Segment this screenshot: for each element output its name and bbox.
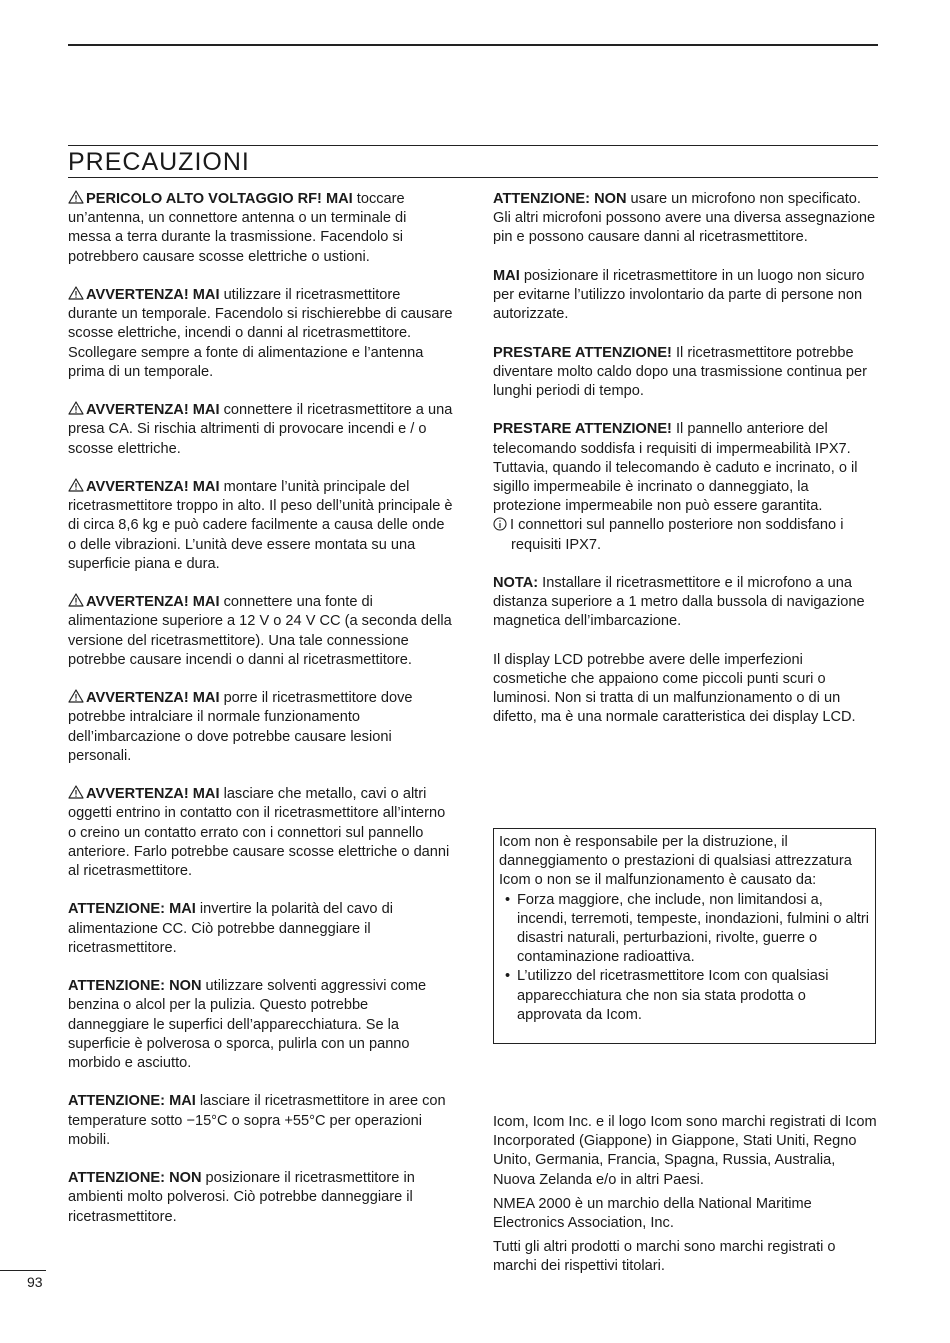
- paragraph-lead: AVVERTENZA! MAI: [86, 402, 220, 419]
- trademark-paragraph: NMEA 2000 è un marchio della National Maritime Electronics Association, Inc.: [493, 1195, 812, 1232]
- disclaimer-bullet: [499, 891, 870, 968]
- paragraph-text: lasciare che metallo, cavi o altri oggetti entrino in contatto con il ricetrasmettitore all’interno o creino un contatto errato con i connettori sul pannello anteriore. Farlo potrebbe causare scosse elettriche o danni al ricetrasmettitore.: [68, 786, 450, 880]
- bullet-icon: •: [505, 891, 511, 908]
- trademark-paragraph: Icom, Icom Inc. e il logo Icom sono marchi registrati di Icom Incorporated (Giappone) in Giappone, Stati Uniti, Regno Unito, Germania, Francia, Spagna, Russia, Australia, Nuova Zelanda e/o in altri Paesi.: [493, 1114, 877, 1188]
- paragraph-text: toccare un’antenna, un connettore antenna o un terminale di messa a terra durante la trasmissione. Facendolo si potrebbero causare scosse elettriche o ustioni.: [68, 191, 407, 265]
- left-column: [68, 190, 453, 1246]
- paragraph-text: connettere il ricetrasmettitore a una presa CA. Si rischia altrimenti di provocare incendi e / o scosse elettriche.: [68, 402, 453, 457]
- warning-icon: [68, 190, 84, 204]
- paragraph-text: usare un microfono non specificato. Gli altri microfoni possono avere una diversa assegnazione pin e possono causare danni al ricetrasmettitore.: [493, 191, 876, 246]
- right-column-paragraph: [493, 267, 878, 325]
- warning-icon: [68, 401, 84, 415]
- paragraph-text: Il ricetrasmettitore potrebbe diventare molto caldo dopo una trasmissione continua per lunghi periodi di tempo.: [493, 344, 867, 399]
- left-column-paragraph: [68, 478, 453, 574]
- disclaimer-bullet-text: Forza maggiore, che include, non limitandosi a, incendi, terremoti, tempeste, inondazioni, fulmini o altri disastri naturali, perturbazioni, rivolte, guerre o contaminazione radioattiva.: [517, 891, 870, 966]
- left-column-paragraph: [68, 593, 453, 670]
- paragraph-lead: NOTA:: [493, 575, 539, 591]
- bullet-icon: •: [505, 968, 511, 985]
- paragraph-lead: AVVERTENZA! MAI: [86, 786, 220, 803]
- paragraph-lead: MAI: [493, 267, 520, 284]
- paragraph-lead: PERICOLO ALTO VOLTAGGIO RF! MAI: [86, 191, 353, 207]
- disclaimer-bullet: [499, 967, 870, 1025]
- paragraph-lead: ATTENZIONE: MAI: [68, 1093, 196, 1110]
- paragraph-lead: ATTENZIONE: NON: [493, 191, 627, 207]
- paragraph-text: montare l’unità principale del ricetrasmettitore troppo in alto. Il peso dell’unità principale è di circa 8,6 kg e può cadere facilmente a causa delle onde o delle vibrazioni. L’unità deve essere montata su una superficie piana e dura.: [68, 479, 453, 572]
- disclaimer-box: [493, 828, 876, 1044]
- paragraph-lead: AVVERTENZA! MAI: [86, 479, 220, 495]
- right-column-paragraph: [493, 651, 878, 728]
- left-column-paragraph: [68, 689, 453, 766]
- left-column-paragraph: [68, 977, 453, 1073]
- disclaimer-bullet-text: L’utilizzo del ricetrasmettitore Icom con qualsiasi apparecchiatura che non sia stata prodotta o approvata da Icom.: [517, 968, 829, 1023]
- paragraph-text: invertire la polarità del cavo di alimentazione CC. Ciò potrebbe danneggiare il ricetrasmettitore.: [68, 901, 393, 956]
- paragraph-text: posizionare il ricetrasmettitore in ambienti molto polverosi. Ciò potrebbe danneggiare il ricetrasmettitore.: [68, 1170, 415, 1225]
- left-column-paragraph: [68, 900, 453, 958]
- paragraph-text: utilizzare il ricetrasmettitore durante un temporale. Facendolo si rischierebbe di causare scosse elettriche, incendi o danni al ricetrasmettitore. Scollegare sempre a fonte di alimentazione e l’antenna prima di un temporale.: [68, 287, 453, 380]
- paragraph-lead: ATTENZIONE: NON: [68, 978, 202, 995]
- paragraph-lead: PRESTARE ATTENZIONE!: [493, 344, 672, 361]
- disclaimer-list: [499, 891, 870, 1025]
- paragraph-text: Installare il ricetrasmettitore e il microfono a una distanza superiore a 1 metro dalla bussola di navigazione magnetica dell’imbarcazione.: [493, 575, 865, 630]
- left-column-paragraph: [68, 401, 453, 459]
- left-column-paragraph: [68, 190, 453, 267]
- right-column: [493, 190, 878, 747]
- paragraph-text: lasciare il ricetrasmettitore in aree con temperature sotto −15°C o sopra +55°C per operazioni mobili.: [68, 1093, 446, 1148]
- page-number: 93: [27, 1274, 43, 1290]
- paragraph-text: porre il ricetrasmettitore dove potrebbe intralciare il normale funzionamento dell’imbarcazione o dove potrebbe causare lesioni personali.: [68, 690, 413, 764]
- left-column-paragraph: [68, 1092, 453, 1150]
- paragraph-lead: PRESTARE ATTENZIONE!: [493, 421, 672, 438]
- right-column-paragraph: [493, 574, 878, 632]
- warning-icon: [68, 593, 84, 607]
- warning-icon: [68, 478, 84, 492]
- warning-icon: [68, 785, 84, 799]
- warning-icon: [68, 689, 84, 703]
- trademarks-section: [493, 1113, 878, 1282]
- title-rule-bottom: [68, 177, 878, 178]
- left-column-paragraph: [68, 1169, 453, 1227]
- right-column-paragraph: [493, 420, 878, 516]
- paragraph-text: connettere una fonte di alimentazione superiore a 12 V o 24 V CC (a seconda della versione del ricetrasmettitore). Una tale connessione potrebbe causare incendi o danni al ricetrasmettitore.: [68, 594, 452, 668]
- paragraph-text: posizionare il ricetrasmettitore in un luogo non sicuro per evitarne l’utilizzo involontario da parte di persone non autorizzate.: [493, 267, 865, 323]
- left-column-paragraph: [68, 286, 453, 382]
- paragraph-lead: AVVERTENZA! MAI: [86, 594, 220, 611]
- warning-icon: [68, 286, 84, 300]
- paragraph-text: Il display LCD potrebbe avere delle imperfezioni cosmetiche che appaiono come piccoli punti scuri o luminosi. Non si tratta di un malfunzionamento o di un difetto, ma è una normale caratteristica dei display LCD.: [493, 651, 856, 726]
- paragraph-text: Il pannello anteriore del telecomando soddisfa i requisiti di impermeabilità IPX7. Tuttavia, quando il telecomando è caduto e incrinato, o il sigillo impermeabile è incrinato o danneggiato, la protezione impermeabile non può essere garantita.: [493, 421, 858, 515]
- left-column-paragraph: [68, 785, 453, 881]
- info-note: [493, 516, 878, 554]
- paragraph-lead: AVVERTENZA! MAI: [86, 690, 220, 707]
- paragraph-lead: AVVERTENZA! MAI: [86, 287, 220, 303]
- paragraph-text: utilizzare solventi aggressivi come benzina o alcol per la pulizia. Questo potrebbe danneggiare le superfici dell’apparecchiatura. Se la superficie è polverosa o sporca, pulirla con un panno morbido e asciutto.: [68, 978, 427, 1072]
- trademark-paragraph: Tutti gli altri prodotti o marchi sono marchi registrati o marchi dei rispettivi titolari.: [493, 1239, 836, 1275]
- right-column-paragraph: [493, 344, 878, 402]
- disclaimer-intro: Icom non è responsabile per la distruzione, il danneggiamento o prestazioni di qualsiasi attrezzatura Icom o non se il malfunzionamento è causato da:: [499, 834, 852, 889]
- page-number-rule: [0, 1270, 46, 1271]
- paragraph-lead: ATTENZIONE: MAI: [68, 901, 196, 918]
- info-note-text: I connettori sul pannello posteriore non soddisfano i requisiti IPX7.: [510, 517, 844, 553]
- header-rule: [68, 44, 878, 46]
- section-title: PRECAUZIONI: [68, 148, 250, 176]
- paragraph-lead: ATTENZIONE: NON: [68, 1170, 202, 1187]
- right-column-paragraph: [493, 190, 878, 248]
- info-icon: [493, 517, 507, 531]
